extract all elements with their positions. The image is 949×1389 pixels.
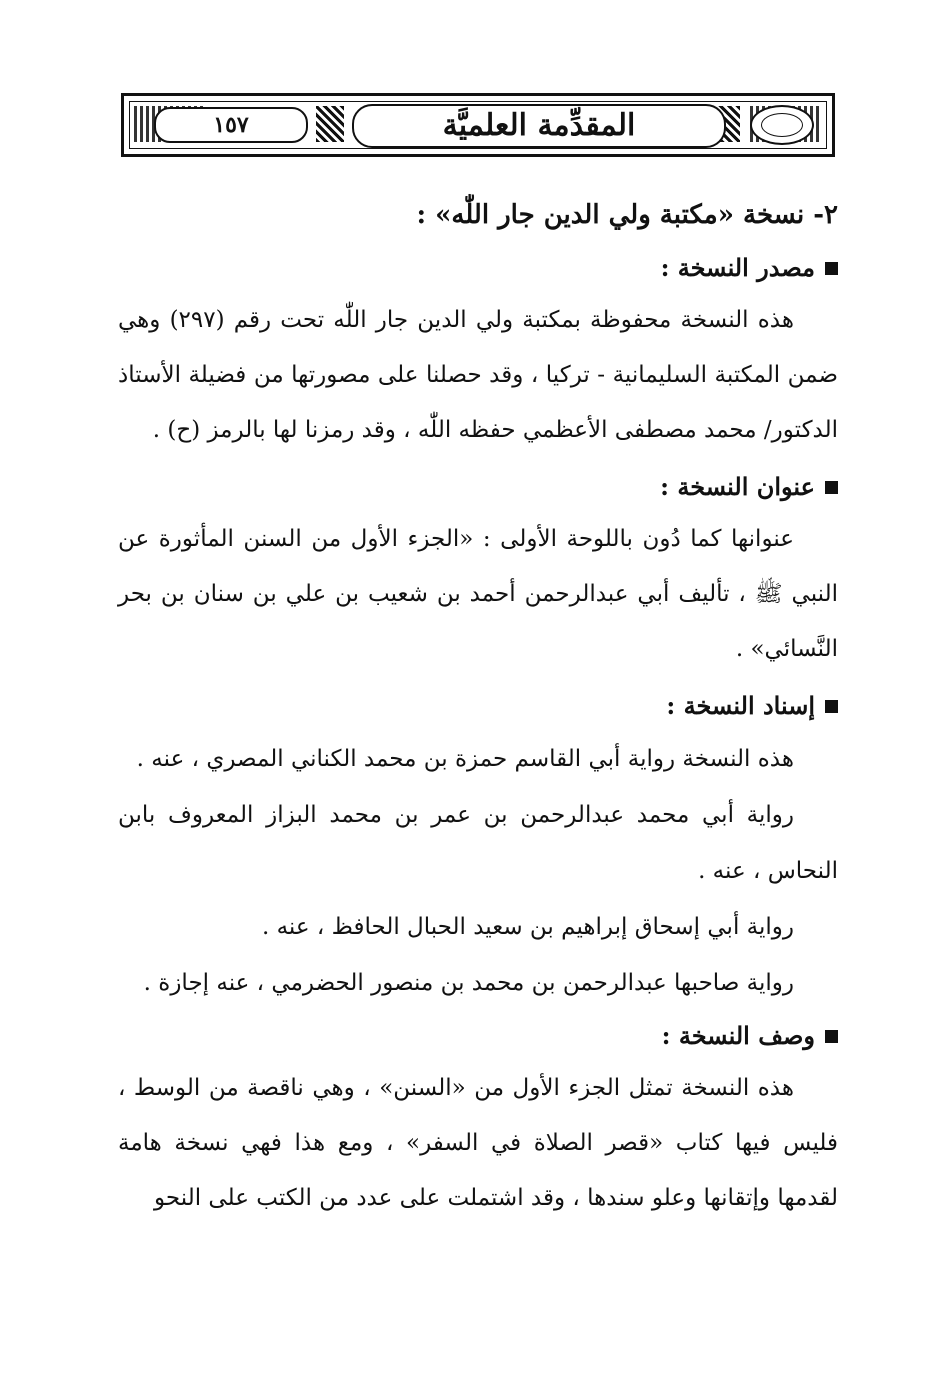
subheading-title-label: عنوان النسخة : — [660, 472, 815, 501]
isnad-line-1: هذه النسخة رواية أبي القاسم حمزة بن محمد الكناني المصري ، عنه . — [136, 746, 794, 772]
description-paragraph: هذه النسخة تمثل الجزء الأول من «السنن» ، وهي ناقصة من الوسط ، فليس فيها كتاب «قصر الصلاة في السفر» ، ومع هذا فهي نسخة هامة لقدمها وإتقانها وعلو سندها ، وقد اشتملت على عدد من الكتب على النحو — [118, 1075, 838, 1211]
square-bullet-icon — [825, 262, 838, 275]
square-bullet-icon — [825, 1030, 838, 1043]
isnad-line-3: رواية أبي إسحاق إبراهيم بن سعيد الحبال الحافظ ، عنه . — [261, 914, 794, 940]
source-paragraph: هذه النسخة محفوظة بمكتبة ولي الدين جار اللّٰه تحت رقم (٢٩٧) وهي ضمن المكتبة السليمانية - تركيا ، وقد حصلنا على مصورتها من فضيلة الأستاذ الدكتور/ محمد مصطفى الأعظمي حفظه اللّٰه ، وقد رمزنا لها بالرمز (ح) . — [118, 307, 838, 443]
title-paragraph: عنوانها كما دُون باللوحة الأولى : «الجزء الأول من السنن المأثورة عن النبي ﷺ ، تأليف أبي عبدالرحمن أحمد بن شعيب بن علي بن سنان بن بحر النَّسائي» . — [118, 526, 838, 662]
ornament-emblem-icon — [750, 105, 814, 145]
page-body — [118, 195, 838, 1226]
subheading-description — [118, 1011, 838, 1061]
running-title: المقدِّمة العلميَّة — [352, 104, 726, 148]
section-heading: ٢- نسخة «مكتبة ولي الدين جار اللّٰه» : — [416, 200, 838, 230]
subheading-title — [118, 462, 838, 512]
header-frame — [129, 101, 827, 149]
subheading-description-label: وصف النسخة : — [661, 1021, 815, 1050]
page-number: ١٥٧ — [154, 107, 308, 143]
square-bullet-icon — [825, 481, 838, 494]
isnad-line-2: رواية أبي محمد عبدالرحمن بن عمر بن محمد البزاز المعروف بابن النحاس ، عنه . — [118, 802, 838, 884]
subheading-isnad-label: إسناد النسخة : — [666, 691, 815, 720]
header-ornament-inner-left — [316, 106, 344, 142]
subheading-source-label: مصدر النسخة : — [660, 253, 815, 282]
page-header — [121, 93, 835, 157]
subheading-isnad — [118, 681, 838, 731]
subheading-source — [118, 243, 838, 293]
isnad-line-4: رواية صاحبها عبدالرحمن بن محمد بن منصور الحضرمي ، عنه إجازة . — [143, 970, 794, 996]
square-bullet-icon — [825, 700, 838, 713]
